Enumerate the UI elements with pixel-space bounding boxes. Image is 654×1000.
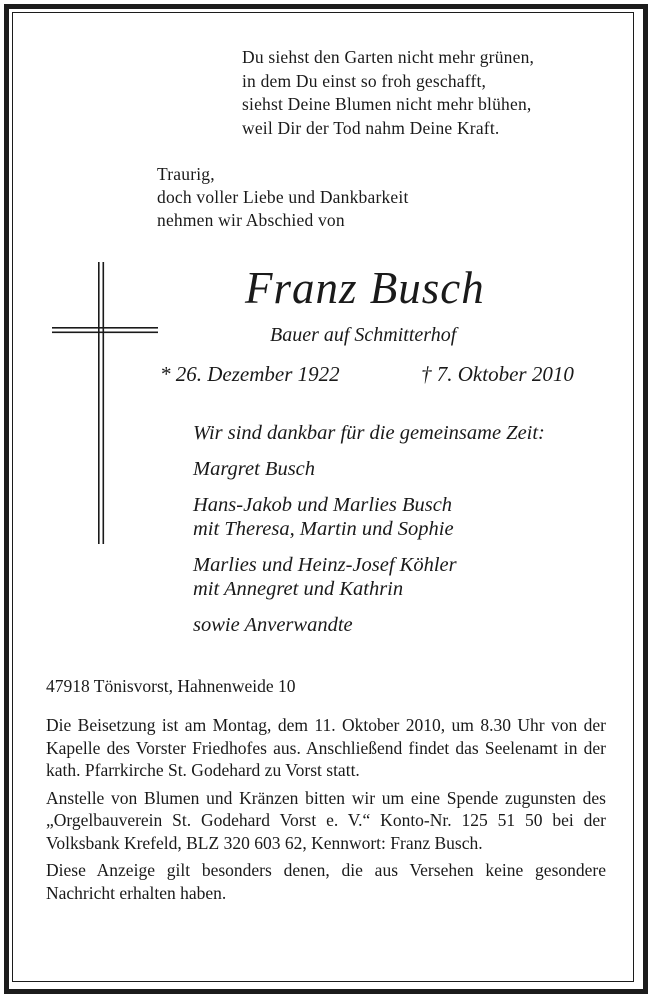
mourner-line: mit Theresa, Martin und Sophie (193, 518, 454, 540)
intro-line: doch voller Liebe und Dankbarkeit (157, 187, 409, 207)
donation-info: Anstelle von Blumen und Kränzen bitten wir um eine Spende zugunsten des „Orgelbauverein St. Godehard Vorst e. V.“ Konto-Nr. 125 51 50 bei der Volksbank Krefeld, BLZ 320 603 62, Kennwort: Franz Busch. (46, 787, 606, 853)
intro-text (157, 163, 409, 232)
mourner-group (193, 457, 545, 481)
life-dates (160, 362, 574, 387)
mourner-line: sowie Anverwandte (193, 614, 353, 636)
deceased-name: Franz Busch (245, 263, 485, 313)
mourner-line: Marlies und Heinz-Josef Köhler (193, 554, 457, 576)
intro-line: nehmen wir Abschied von (157, 210, 345, 230)
deceased-occupation: Bauer auf Schmitterhof (270, 324, 457, 346)
poem (242, 46, 534, 140)
poem-line: siehst Deine Blumen nicht mehr blühen, (242, 94, 532, 114)
mourner-group (193, 553, 545, 601)
poem-line: weil Dir der Tod nahm Deine Kraft. (242, 117, 500, 138)
mourner-group (193, 613, 545, 637)
poem-line: in dem Du einst so froh geschafft, (242, 70, 487, 91)
notice-info: Diese Anzeige gilt besonders denen, die aus Versehen keine gesondere Nachricht erhalten haben. (46, 860, 606, 903)
mourners (193, 421, 545, 649)
funeral-info: Die Beisetzung ist am Montag, dem 11. Oktober 2010, um 8.30 Uhr von der Kapelle des Vorster Friedhofes aus. Anschließend findet das Seelenamt in der kath. Pfarrkirche St. Godehard zu Vorst statt. (46, 715, 606, 780)
intro-line: Traurig, (157, 164, 215, 184)
cross-icon (52, 262, 158, 544)
mourner-line: Hans-Jakob und Marlies Busch (193, 494, 453, 516)
mourner-line: Margret Busch (193, 458, 316, 480)
mourner-line: mit Annegret und Kathrin (193, 578, 404, 600)
mourner-group (193, 493, 545, 541)
thanks-line: Wir sind dankbar für die gemeinsame Zeit: (193, 422, 545, 444)
birth-date: * 26. Dezember 1922 (160, 362, 340, 386)
family-address: 47918 Tönisvorst, Hahnenweide 10 (46, 676, 296, 696)
poem-line: Du siehst den Garten nicht mehr grünen, (242, 47, 535, 67)
death-date: † 7. Oktober 2010 (421, 362, 574, 386)
details (46, 714, 606, 909)
